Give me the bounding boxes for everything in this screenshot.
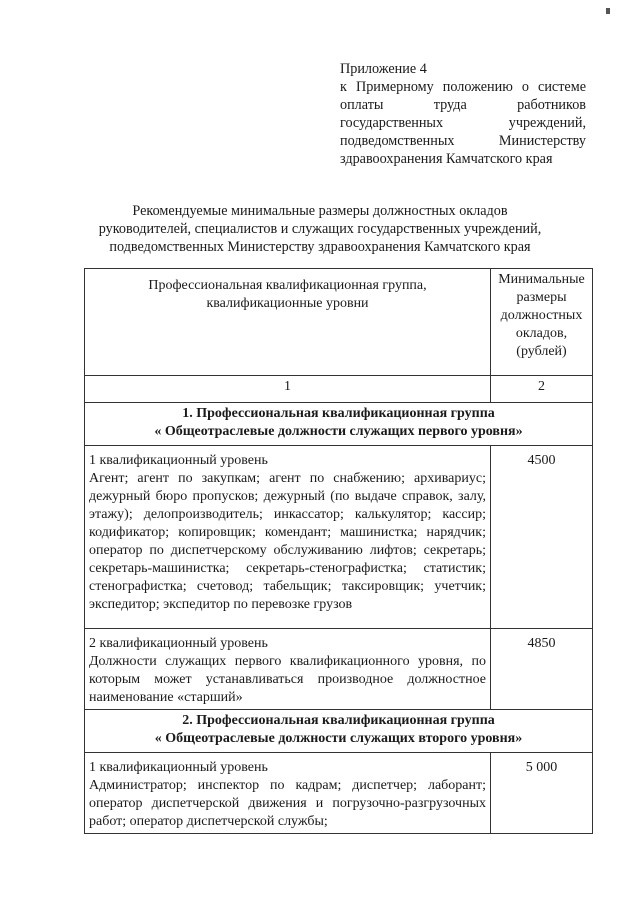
scan-mark — [606, 8, 610, 14]
level-name: 1 квалификационный уровень — [89, 760, 268, 775]
level-name: 1 квалификационный уровень — [89, 453, 268, 468]
table-row — [85, 753, 593, 834]
table-row — [85, 446, 593, 629]
level-amount: 5 000 — [491, 753, 593, 834]
level-description — [85, 629, 491, 710]
level-positions: Агент; агент по закупкам; агент по снабжению; архивариус; дежурный бюро пропусков; дежурный (по выдаче справок, залу, этажу); делопроизводитель; инкассатор; калькулятор; кассир; кодификатор; копировщик; комендант; машинистка; нарядчик; оператор по диспетчерскому обслуживанию лифтов; секретарь; секретарь-машинистка; секретарь-стенографистка; статистик; стенографистка; счетовод; табельщик; таксировщик; учетчик; экспедитор; экспедитор по перевозке грузов — [89, 471, 486, 612]
annex-line: Приложение 4 — [340, 61, 427, 77]
level-description — [85, 753, 491, 834]
annex-line: к Примерному положению о системе — [340, 79, 586, 95]
group-row — [85, 710, 593, 753]
table-header-row — [85, 269, 593, 376]
level-positions: Должности служащих первого квалификационного уровня, по которым может устанавливаться производное должностное наименование «старший» — [89, 654, 486, 705]
title-line: Рекомендуемые минимальные размеры должностных окладов — [132, 203, 508, 219]
annex-line: здравоохранения Камчатского края — [340, 151, 553, 167]
salary-table — [84, 268, 593, 834]
level-amount: 4500 — [491, 446, 593, 629]
annex-line: подведомственных Министерству — [340, 133, 586, 149]
header-group-levels: Профессиональная квалификационная группа, квалификационные уровни — [85, 269, 491, 376]
level-name: 2 квалификационный уровень — [89, 636, 268, 651]
group-title — [85, 710, 593, 753]
title-line: руководителей, специалистов и служащих государственных учреждений, — [98, 221, 542, 237]
group-title — [85, 403, 593, 446]
table-row — [85, 629, 593, 710]
column-number: 1 — [85, 376, 491, 403]
group-title-line: 1. Профессиональная квалификационная группа — [182, 406, 495, 421]
annex-line: государственных учреждений, — [340, 115, 586, 131]
annex-note — [340, 60, 586, 168]
annex-line: оплаты труда работников — [340, 97, 586, 113]
title-line: подведомственных Министерству здравоохранения Камчатского края — [109, 239, 531, 255]
document-title — [40, 202, 600, 256]
group-title-line: « Общеотраслевые должности служащих первого уровня» — [154, 424, 523, 439]
group-title-line: « Общеотраслевые должности служащих второго уровня» — [154, 731, 523, 746]
group-title-line: 2. Профессиональная квалификационная группа — [182, 713, 495, 728]
header-min-salary: Минимальные размеры должностных окладов, (рублей) — [491, 269, 593, 376]
group-row — [85, 403, 593, 446]
column-number: 2 — [491, 376, 593, 403]
level-positions: Администратор; инспектор по кадрам; диспетчер; лаборант; оператор диспетчерской движения и погрузочно-разгрузочных работ; оператор диспетчерской службы; — [89, 778, 486, 829]
column-number-row — [85, 376, 593, 403]
level-description — [85, 446, 491, 629]
level-amount: 4850 — [491, 629, 593, 710]
